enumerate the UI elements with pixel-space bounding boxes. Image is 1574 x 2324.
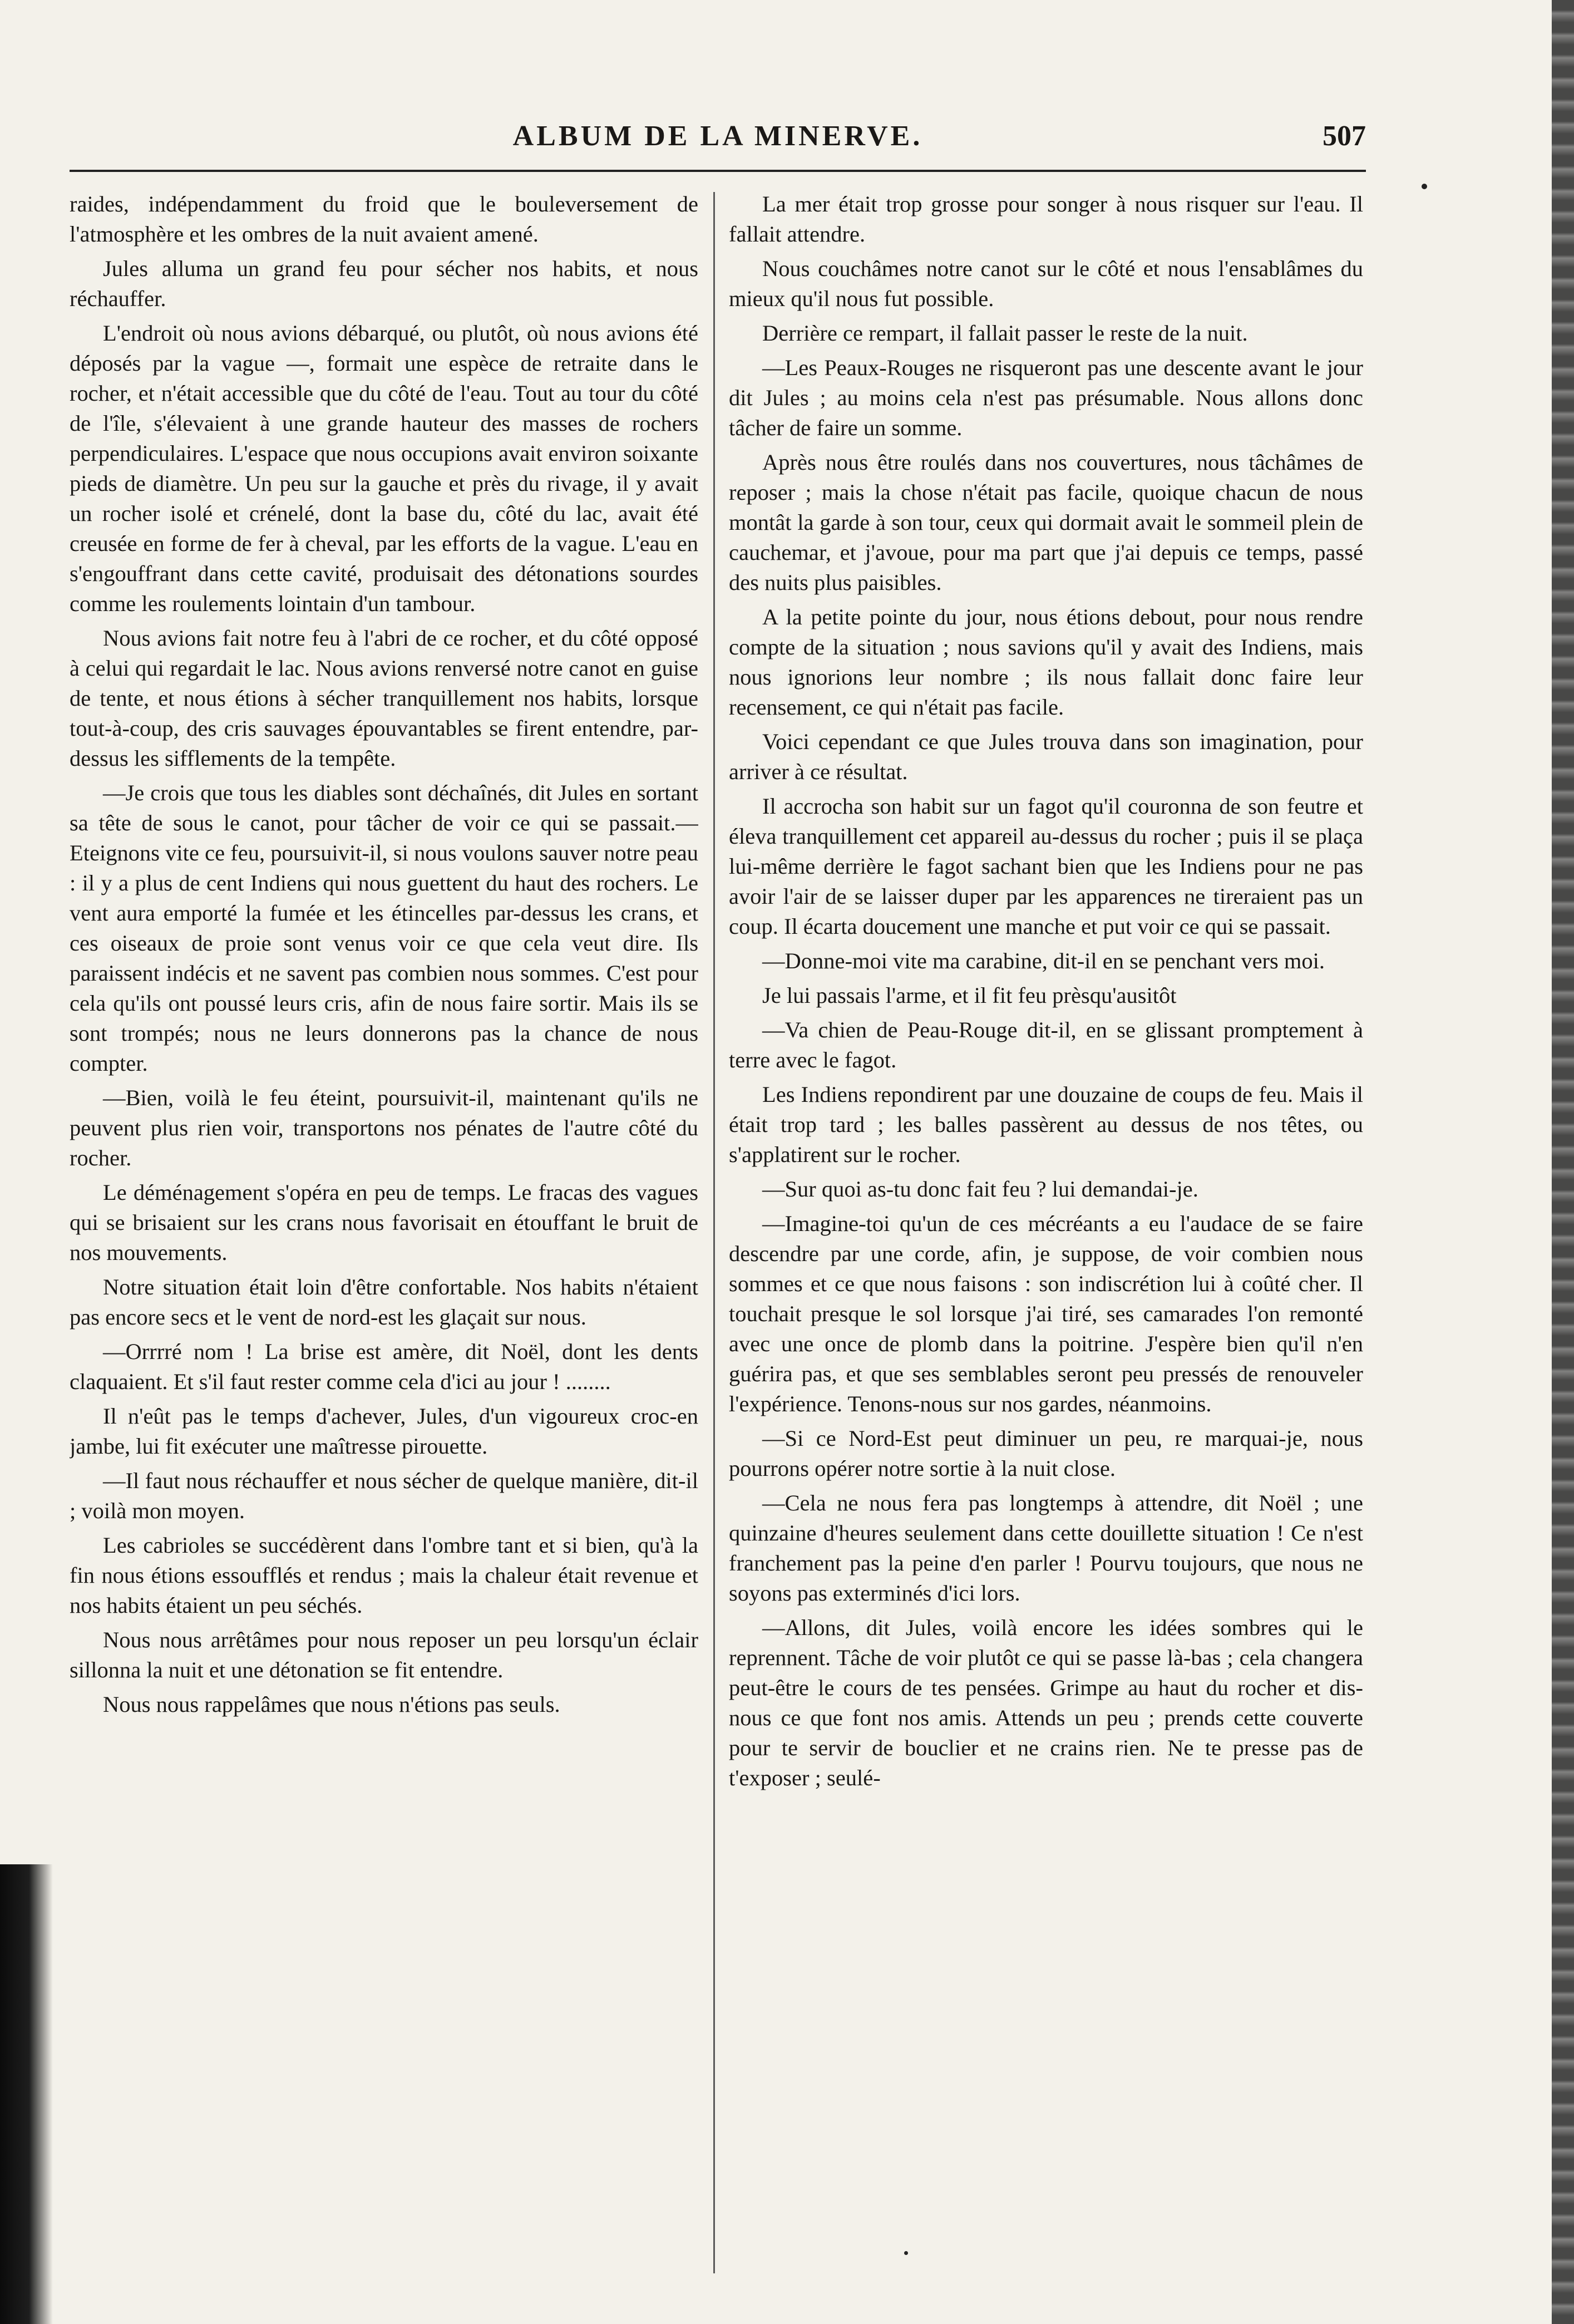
ink-speck [904, 2251, 908, 2255]
paragraph: Notre situation était loin d'être confortable. Nos habits n'étaient pas encore secs et le vent de nord-est les glaçait sur nous. [70, 1274, 698, 1330]
left-column [70, 189, 698, 2315]
paragraph: Après nous être roulés dans nos couvertures, nous tâchâmes de reposer ; mais la chose n'était pas facile, quoique chacun de nous montât la garde à son tour, ceux qui dormait avait le sommeil plein de cauchemar, et j'avoue, pour ma part que j'ai depuis ce temps, passé des nuits plus paisibles. [729, 450, 1363, 595]
paragraph: Nous avions fait notre feu à l'abri de ce rocher, et du côté opposé à celui qui regardait le lac. Nous avions renversé notre canot en guise de tente, et nous étions à sécher tranquillement nos habits, lorsque tout-à-coup, des cris sauvages épouvantables se firent entendre, par-dessus les sifflements de la tempête. [70, 626, 698, 771]
paragraph: —Sur quoi as-tu donc fait feu ? lui demandai-je. [762, 1176, 1198, 1202]
paragraph: Nous nous arrêtâmes pour nous reposer un peu lorsqu'un éclair sillonna la nuit et une détonation se fit entendre. [70, 1627, 698, 1682]
page-edge-right [1552, 0, 1574, 2324]
paragraph: Jules alluma un grand feu pour sécher nos habits, et nous réchauffer. [70, 256, 698, 311]
paragraph: Nous couchâmes notre canot sur le côté et nous l'ensablâmes du mieux qu'il nous fut possible. [729, 256, 1363, 311]
paragraph: —Imagine-toi qu'un de ces mécréants a eu l'audace de se faire descendre par une corde, afin, je suppose, de voir combien nous sommes et ce que nous faisons : son indiscrétion lui à coûté cher. Il touchait presque le sol lorsque j'ai tiré, ses camarades l'on remonté avec une once de plomb dans la poitrine. J'espère bien qu'il n'en guérira pas, et que ses semblables seront peu pressés de renouveler l'expérience. Tenons-nous sur nos gardes, néanmoins. [729, 1211, 1363, 1416]
paragraph: —Donne-moi vite ma carabine, dit-il en se penchant vers moi. [762, 948, 1325, 973]
paragraph: —Allons, dit Jules, voilà encore les idées sombres qui le reprennent. Tâche de voir plutôt ce qui se passe là-bas ; cela changera peut-être le cours de tes pensées. Grimpe au haut du rocher et dis-nous ce que font nos amis. Attends un peu ; prends cette couverte pour te servir de bouclier et ne crains rien. Ne te presse pas de t'exposer ; seulé- [729, 1615, 1363, 1790]
paragraph: raides, indépendamment du froid que le bouleversement de l'atmosphère et les ombres de la nuit avaient amené. [70, 191, 698, 247]
paragraph: Les Indiens repondirent par une douzaine de coups de feu. Mais il était trop tard ; les balles passèrent au dessus de nos têtes, ou s'applatirent sur le rocher. [729, 1082, 1363, 1167]
paragraph: La mer était trop grosse pour songer à nous risquer sur l'eau. Il fallait attendre. [729, 191, 1363, 247]
right-column [729, 189, 1363, 2315]
paragraph: —Les Peaux-Rouges ne risqueront pas une descente avant le jour dit Jules ; au moins cela n'est pas présumable. Nous allons donc tâcher de faire un somme. [729, 355, 1363, 440]
paragraph: Le déménagement s'opéra en peu de temps. Le fracas des vagues qui se brisaient sur les crans nous favorisait en étouffant le bruit de nos mouvements. [70, 1180, 698, 1265]
ink-speck [1422, 184, 1427, 189]
paragraph: —Je crois que tous les diables sont déchaînés, dit Jules en sortant sa tête de sous le canot, pour tâcher de voir ce qui se passait.— Eteignons vite ce feu, poursuivit-il, si nous voulons sauver notre peau : il y a plus de cent Indiens qui nous guettent du haut des rochers. Le vent aura emporté la fumée et les étincelles par-dessus les crans, et ces oiseaux de proie sont venus voir ce que cela veut dire. Ils paraissent indécis et ne savent pas combien nous sommes. C'est pour cela qu'ils ont poussé leurs cris, afin de nous faire sortir. Mais ils se sont trompés; nous ne leurs donnerons pas la chance de nous compter. [70, 780, 698, 1076]
paragraph: Je lui passais l'arme, et il fit feu prèsqu'ausitôt [762, 983, 1177, 1008]
page-binding-shadow [0, 1864, 53, 2324]
page-header [70, 120, 1366, 173]
paragraph: L'endroit où nous avions débarqué, ou plutôt, où nous avions été déposés par la vague —, formait une espèce de retraite dans le rocher, et n'était accessible que du côté de l'eau. Tout au tour du côté de l'île, s'élevaient à une grande hauteur des masses de rochers perpendiculaires. L'espace que nous occupions avait environ soixante pieds de diamètre. Un peu sur la gauche et près du rivage, il y avait un rocher isolé et crénelé, dont la base du, côté du lac, avait été creusée en forme de fer à cheval, par les efforts de la vague. L'eau en s'engouffrant dans cette cavité, produisait des détonations sourdes comme les roulements lointain d'un tambour. [70, 321, 698, 616]
column-divider [713, 192, 715, 2273]
paragraph: Il n'eût pas le temps d'achever, Jules, d'un vigoureux croc-en jambe, lui fit exécuter une maîtresse pirouette. [70, 1404, 698, 1459]
paragraph: —Bien, voilà le feu éteint, poursuivit-il, maintenant qu'ils ne peuvent plus rien voir, transportons nos pénates de l'autre côté du rocher. [70, 1085, 698, 1170]
header-rule [70, 170, 1366, 172]
paragraph: Nous nous rappelâmes que nous n'étions pas seuls. [103, 1692, 560, 1717]
page-number: 507 [1323, 120, 1366, 152]
paragraph: —Va chien de Peau-Rouge dit-il, en se glissant promptement à terre avec le fagot. [729, 1017, 1363, 1072]
paragraph: —Il faut nous réchauffer et nous sécher de quelque manière, dit-il ; voilà mon moyen. [70, 1468, 698, 1523]
paragraph: Derrière ce rempart, il fallait passer le reste de la nuit. [762, 321, 1248, 346]
page-title: ALBUM DE LA MINERVE. [512, 120, 923, 152]
paragraph: Voici cependant ce que Jules trouva dans son imagination, pour arriver à ce résultat. [729, 729, 1363, 784]
paragraph: —Cela ne nous fera pas longtemps à attendre, dit Noël ; une quinzaine d'heures seulement dans cette douillette situation ! Ce n'est franchement pas la peine d'en parler ! Pourvu toujours, que nous ne soyons pas exterminés d'ici lors. [729, 1490, 1363, 1606]
paragraph: A la petite pointe du jour, nous étions debout, pour nous rendre compte de la situation ; nous savions qu'il y avait des Indiens, mais nous ignorions leur nombre ; ils nous fallait donc faire leur recensement, ce qui n'était pas facile. [729, 604, 1363, 720]
paragraph: —Orrrré nom ! La brise est amère, dit Noël, dont les dents claquaient. Et s'il faut rester comme cela d'ici au jour ! ........ [70, 1339, 698, 1394]
paragraph: Il accrocha son habit sur un fagot qu'il couronna de son feutre et éleva tranquillement cet appareil au-dessus du rocher ; puis il se plaça lui-même derrière le fagot sachant bien que les Indiens pour ne pas avoir l'air de se laisser duper par les apparences ne tireraient pas un coup. Il écarta doucement une manche et put voir ce qui se passait. [729, 794, 1363, 939]
paragraph: Les cabrioles se succédèrent dans l'ombre tant et si bien, qu'à la fin nous étions essoufflés et rendus ; mais la chaleur était revenue et nos habits étaient un peu séchés. [70, 1533, 698, 1618]
paragraph: —Si ce Nord-Est peut diminuer un peu, re marquai-je, nous pourrons opérer notre sortie à la nuit close. [729, 1426, 1363, 1481]
